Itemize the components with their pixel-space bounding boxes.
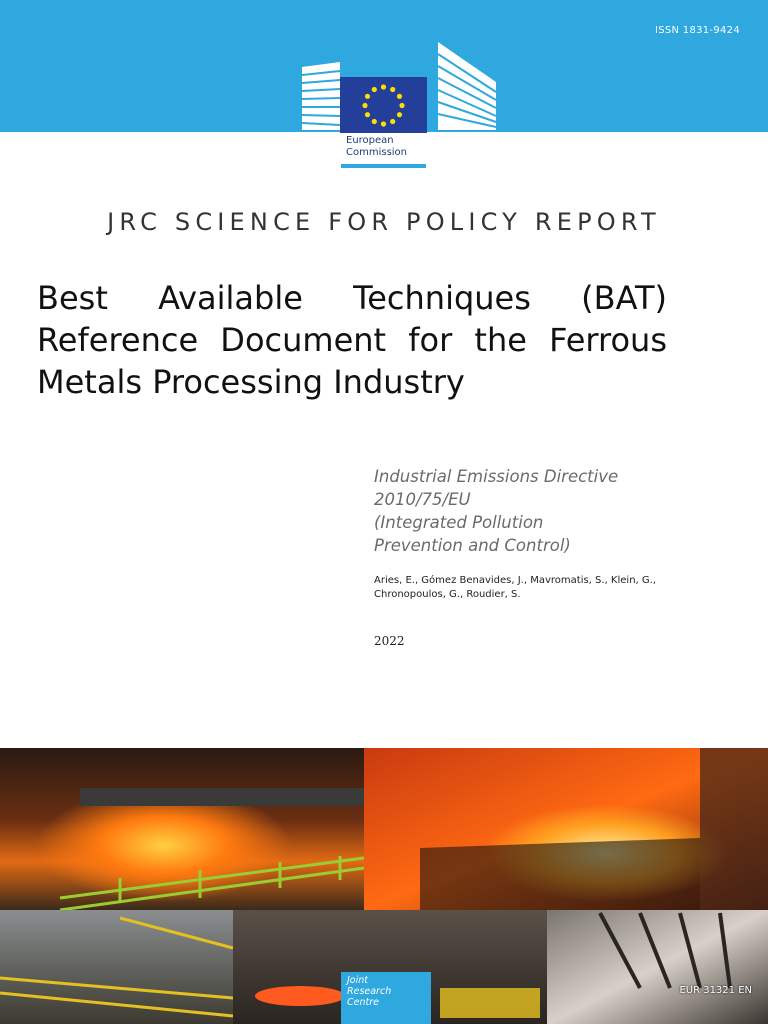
publication-year: 2022: [374, 634, 405, 648]
subtitle: [374, 465, 674, 557]
jrc-label: Joint Research Centre: [347, 975, 392, 1008]
subtitle-line: 2010/75/EU: [374, 490, 471, 509]
subtitle-line: (Integrated Pollution: [374, 513, 544, 532]
issn-label: ISSN 1831-9424: [654, 25, 740, 36]
series-label: JRC SCIENCE FOR POLICY REPORT: [107, 208, 661, 236]
document-title: Best Available Techniques (BAT) Reference Document for the Ferrous Metals Processing Industry: [37, 279, 667, 401]
report-number: EUR 31321 EN: [679, 985, 752, 996]
subtitle-line: Industrial Emissions Directive: [374, 467, 619, 486]
logo-wordmark: European Commission: [346, 135, 408, 158]
authors: Aries, E., Gómez Benavides, J., Mavromatis, S., Klein, G., Chronopoulos, G., Roudier, S.: [374, 575, 656, 600]
logo-underline: [341, 164, 426, 168]
subtitle-line: Prevention and Control): [374, 536, 571, 555]
